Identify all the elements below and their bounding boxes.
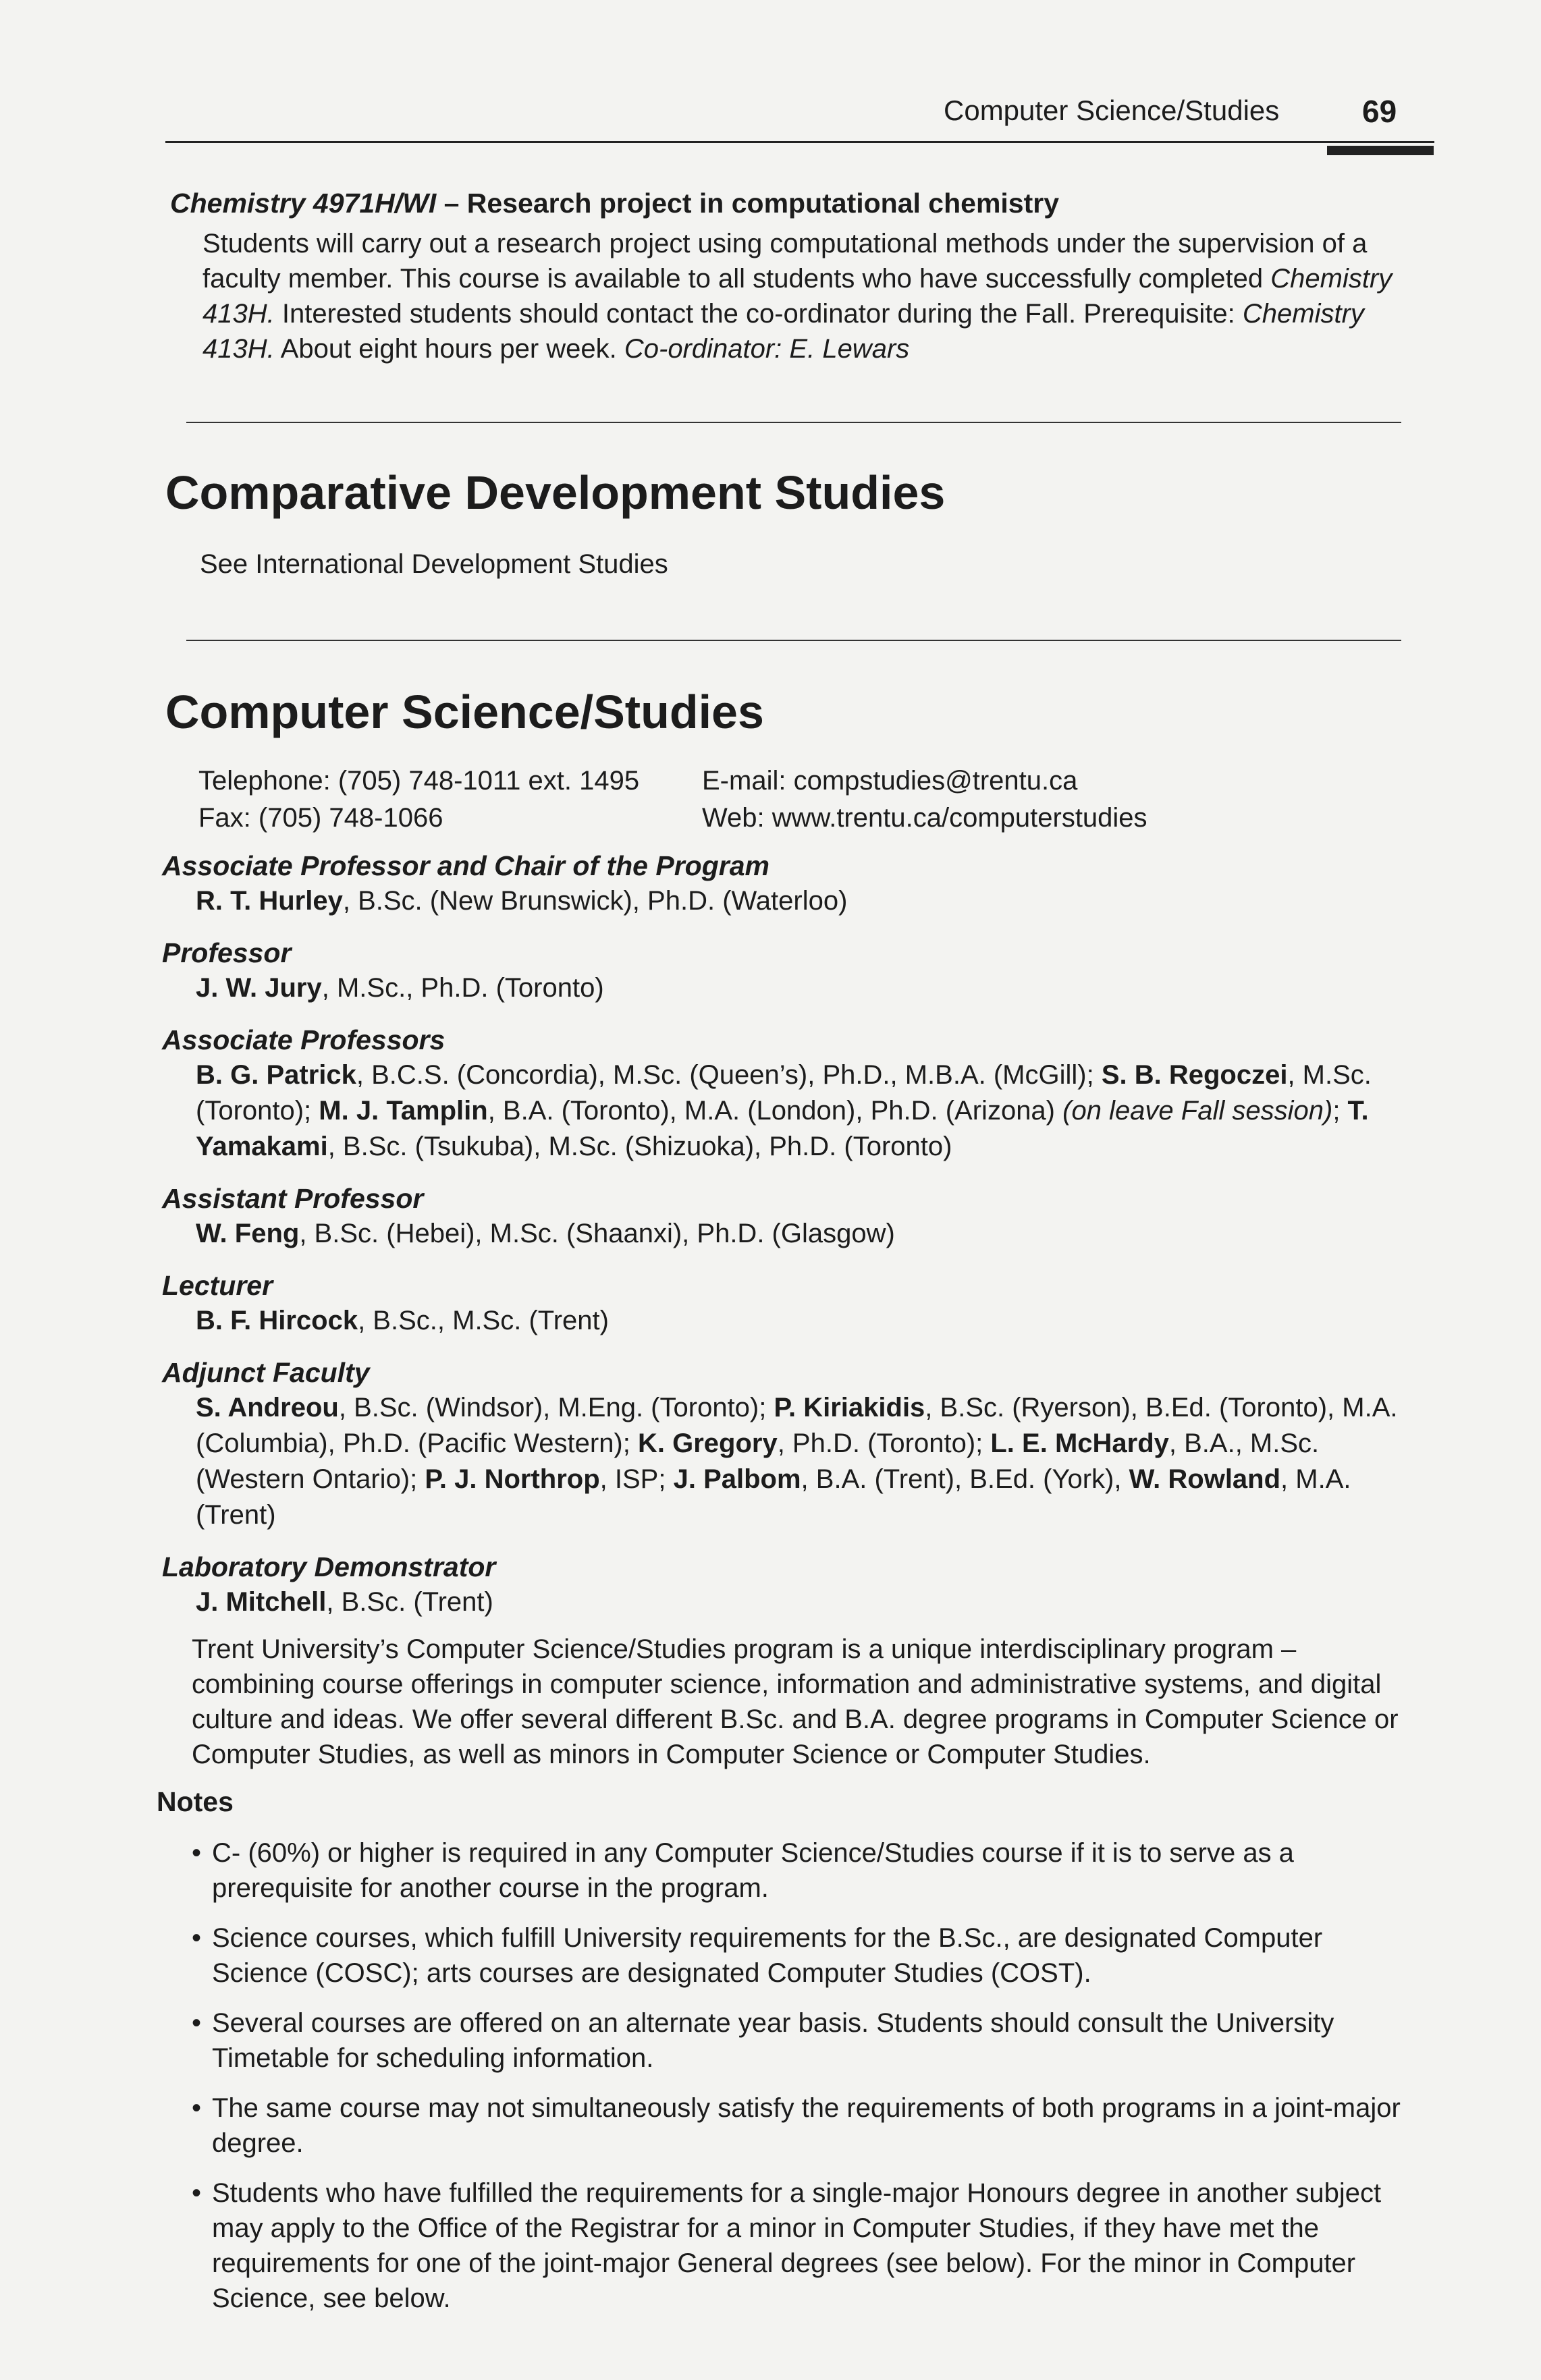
role-heading: Laboratory Demonstrator	[162, 1551, 496, 1582]
faculty-entry	[196, 970, 1411, 1006]
role-heading: Associate Professors	[162, 1024, 445, 1055]
faculty-entry	[196, 1303, 1411, 1339]
role-heading: Assistant Professor	[162, 1183, 424, 1214]
faculty-credentials: , B.C.S. (Concordia), M.Sc. (Queen’s), Ph.D., M.B.A. (McGill);	[356, 1060, 1102, 1090]
faculty-credentials: , ISP;	[599, 1464, 674, 1494]
faculty-name: J. Palbom	[673, 1464, 801, 1494]
faculty-credentials: , Ph.D. (Toronto);	[777, 1429, 991, 1458]
note-text: Several courses are offered on an alternate year basis. Students should consult the University Timetable for scheduling information.	[212, 2008, 1334, 2073]
faculty-credentials: , B.Sc. (Windsor), M.Eng. (Toronto);	[338, 1393, 774, 1422]
note-item	[192, 2176, 1413, 2316]
bullet: •	[192, 2008, 202, 2038]
faculty-list	[162, 848, 1411, 1620]
leave-note: (on leave Fall session)	[1062, 1096, 1333, 1126]
role-heading: Associate Professor and Chair of the Program	[162, 850, 769, 881]
course-desc-text: About eight hours per week.	[274, 334, 624, 364]
course-code: Chemistry 4971H/WI	[170, 188, 437, 219]
faculty-name: M. J. Tamplin	[319, 1096, 488, 1126]
note-item	[192, 2091, 1413, 2161]
course-coordinator: Co-ordinator: E. Lewars	[624, 334, 910, 364]
contact-online	[702, 763, 1147, 837]
course-ref: Chemistry 413H.	[202, 299, 1364, 364]
faculty-entry	[196, 883, 1411, 919]
note-text: Science courses, which fulfill University requirements for the B.Sc., are designated Computer Science (COSC); arts courses are designated Computer Studies (COST).	[212, 1923, 1323, 1988]
faculty-name: R. T. Hurley	[196, 886, 343, 916]
notes-list	[192, 1835, 1413, 2331]
faculty-name: S. Andreou	[196, 1393, 339, 1422]
program-intro: Trent University’s Computer Science/Studies program is a unique interdisciplinary program – combining course offerings in computer science, information and administrative systems, and digital culture and ideas. We offer several different B.Sc. and B.A. degree programs in Computer Science or Computer Studies, as well as minors in Computer Science or Computer Studies.	[192, 1634, 1399, 1769]
faculty-name: L. E. McHardy	[990, 1429, 1169, 1458]
faculty-credentials: , M.A. (Trent)	[196, 1464, 1351, 1530]
faculty-credentials: , B.Sc. (Trent)	[326, 1587, 493, 1617]
website: Web: www.trentu.ca/computerstudies	[702, 803, 1147, 833]
faculty-name: T. Yamakami	[196, 1096, 1369, 1161]
header-rule	[165, 141, 1434, 143]
cross-reference: See International Development Studies	[200, 549, 668, 579]
faculty-credentials: , B.Sc. (New Brunswick), Ph.D. (Waterloo)	[342, 886, 848, 916]
role-heading: Adjunct Faculty	[162, 1357, 370, 1388]
course-name: – Research project in computational chemistry	[436, 188, 1059, 219]
header-tab-bar	[1327, 146, 1434, 155]
faculty-entry	[196, 1057, 1411, 1165]
faculty-name: P. J. Northrop	[425, 1464, 600, 1494]
running-header-title: Computer Science/Studies	[944, 94, 1280, 126]
faculty-name: J. Mitchell	[196, 1587, 327, 1617]
role-heading: Professor	[162, 937, 292, 968]
bullet: •	[192, 1923, 202, 1953]
faculty-credentials: , B.Sc. (Tsukuba), M.Sc. (Shizuoka), Ph.D. (Toronto)	[327, 1132, 952, 1161]
telephone: Telephone: (705) 748-1011 ext. 1495	[198, 766, 640, 796]
bullet: •	[192, 2178, 202, 2208]
faculty-credentials: , B.Sc. (Ryerson), B.Ed. (Toronto), M.A. (Columbia), Ph.D. (Pacific Western);	[196, 1393, 1398, 1458]
course-title	[170, 188, 1059, 219]
bullet: •	[192, 2093, 202, 2123]
course-description	[202, 226, 1411, 366]
faculty-name: P. Kiriakidis	[774, 1393, 925, 1422]
section-divider	[186, 422, 1401, 423]
section-title-comparative: Comparative Development Studies	[165, 466, 946, 519]
faculty-name: W. Rowland	[1129, 1464, 1281, 1494]
faculty-entry	[196, 1584, 1411, 1620]
faculty-name: J. W. Jury	[196, 973, 322, 1003]
notes-heading: Notes	[157, 1786, 234, 1817]
section-title-computer-science: Computer Science/Studies	[165, 686, 764, 738]
course-ref: Chemistry 413H.	[202, 264, 1393, 329]
faculty-entry	[196, 1390, 1411, 1533]
faculty-credentials: , B.Sc., M.Sc. (Trent)	[358, 1306, 609, 1335]
note-text: The same course may not simultaneously satisfy the requirements of both programs in a joint-major degree.	[212, 2093, 1401, 2158]
role-heading: Lecturer	[162, 1270, 273, 1301]
faculty-name: B. G. Patrick	[196, 1060, 356, 1090]
separator: ;	[1332, 1096, 1348, 1126]
course-desc-text: Interested students should contact the co-ordinator during the Fall. Prerequisite:	[274, 299, 1243, 329]
page-number: 69	[1362, 94, 1397, 129]
contact-phone-fax	[198, 763, 639, 837]
note-item	[192, 1835, 1413, 1906]
bullet: •	[192, 1838, 202, 1868]
section-divider	[186, 640, 1401, 641]
note-text: C- (60%) or higher is required in any Computer Science/Studies course if it is to serve as a prerequisite for another course in the program.	[212, 1838, 1294, 1903]
email: E-mail: compstudies@trentu.ca	[702, 766, 1078, 796]
faculty-credentials: , B.A. (Toronto), M.A. (London), Ph.D. (Arizona)	[487, 1096, 1063, 1126]
faculty-credentials: , B.A., M.Sc. (Western Ontario);	[196, 1429, 1320, 1494]
note-text: Students who have fulfilled the requirements for a single-major Honours degree in another subject may apply to the Office of the Registrar for a minor in Computer Studies, if they have met the requirements for one of the joint-major General degrees (see below). For the minor in Computer Science, see below.	[212, 2178, 1382, 2313]
faculty-credentials: , B.A. (Trent), B.Ed. (York),	[801, 1464, 1129, 1494]
faculty-name: K. Gregory	[637, 1429, 778, 1458]
faculty-name: S. B. Regoczei	[1101, 1060, 1288, 1090]
faculty-credentials: , M.Sc., Ph.D. (Toronto)	[321, 973, 604, 1003]
note-item	[192, 2005, 1413, 2076]
note-item	[192, 1920, 1413, 1991]
faculty-name: W. Feng	[196, 1219, 300, 1248]
faculty-credentials: , M.Sc. (Toronto);	[196, 1060, 1372, 1126]
faculty-name: B. F. Hircock	[196, 1306, 358, 1335]
faculty-entry	[196, 1216, 1411, 1252]
faculty-credentials: , B.Sc. (Hebei), M.Sc. (Shaanxi), Ph.D. (Glasgow)	[299, 1219, 895, 1248]
course-desc-text: Students will carry out a research project using computational methods under the supervision of a faculty member. This course is available to all students who have successfully completed	[202, 229, 1368, 294]
fax: Fax: (705) 748-1066	[198, 803, 443, 833]
